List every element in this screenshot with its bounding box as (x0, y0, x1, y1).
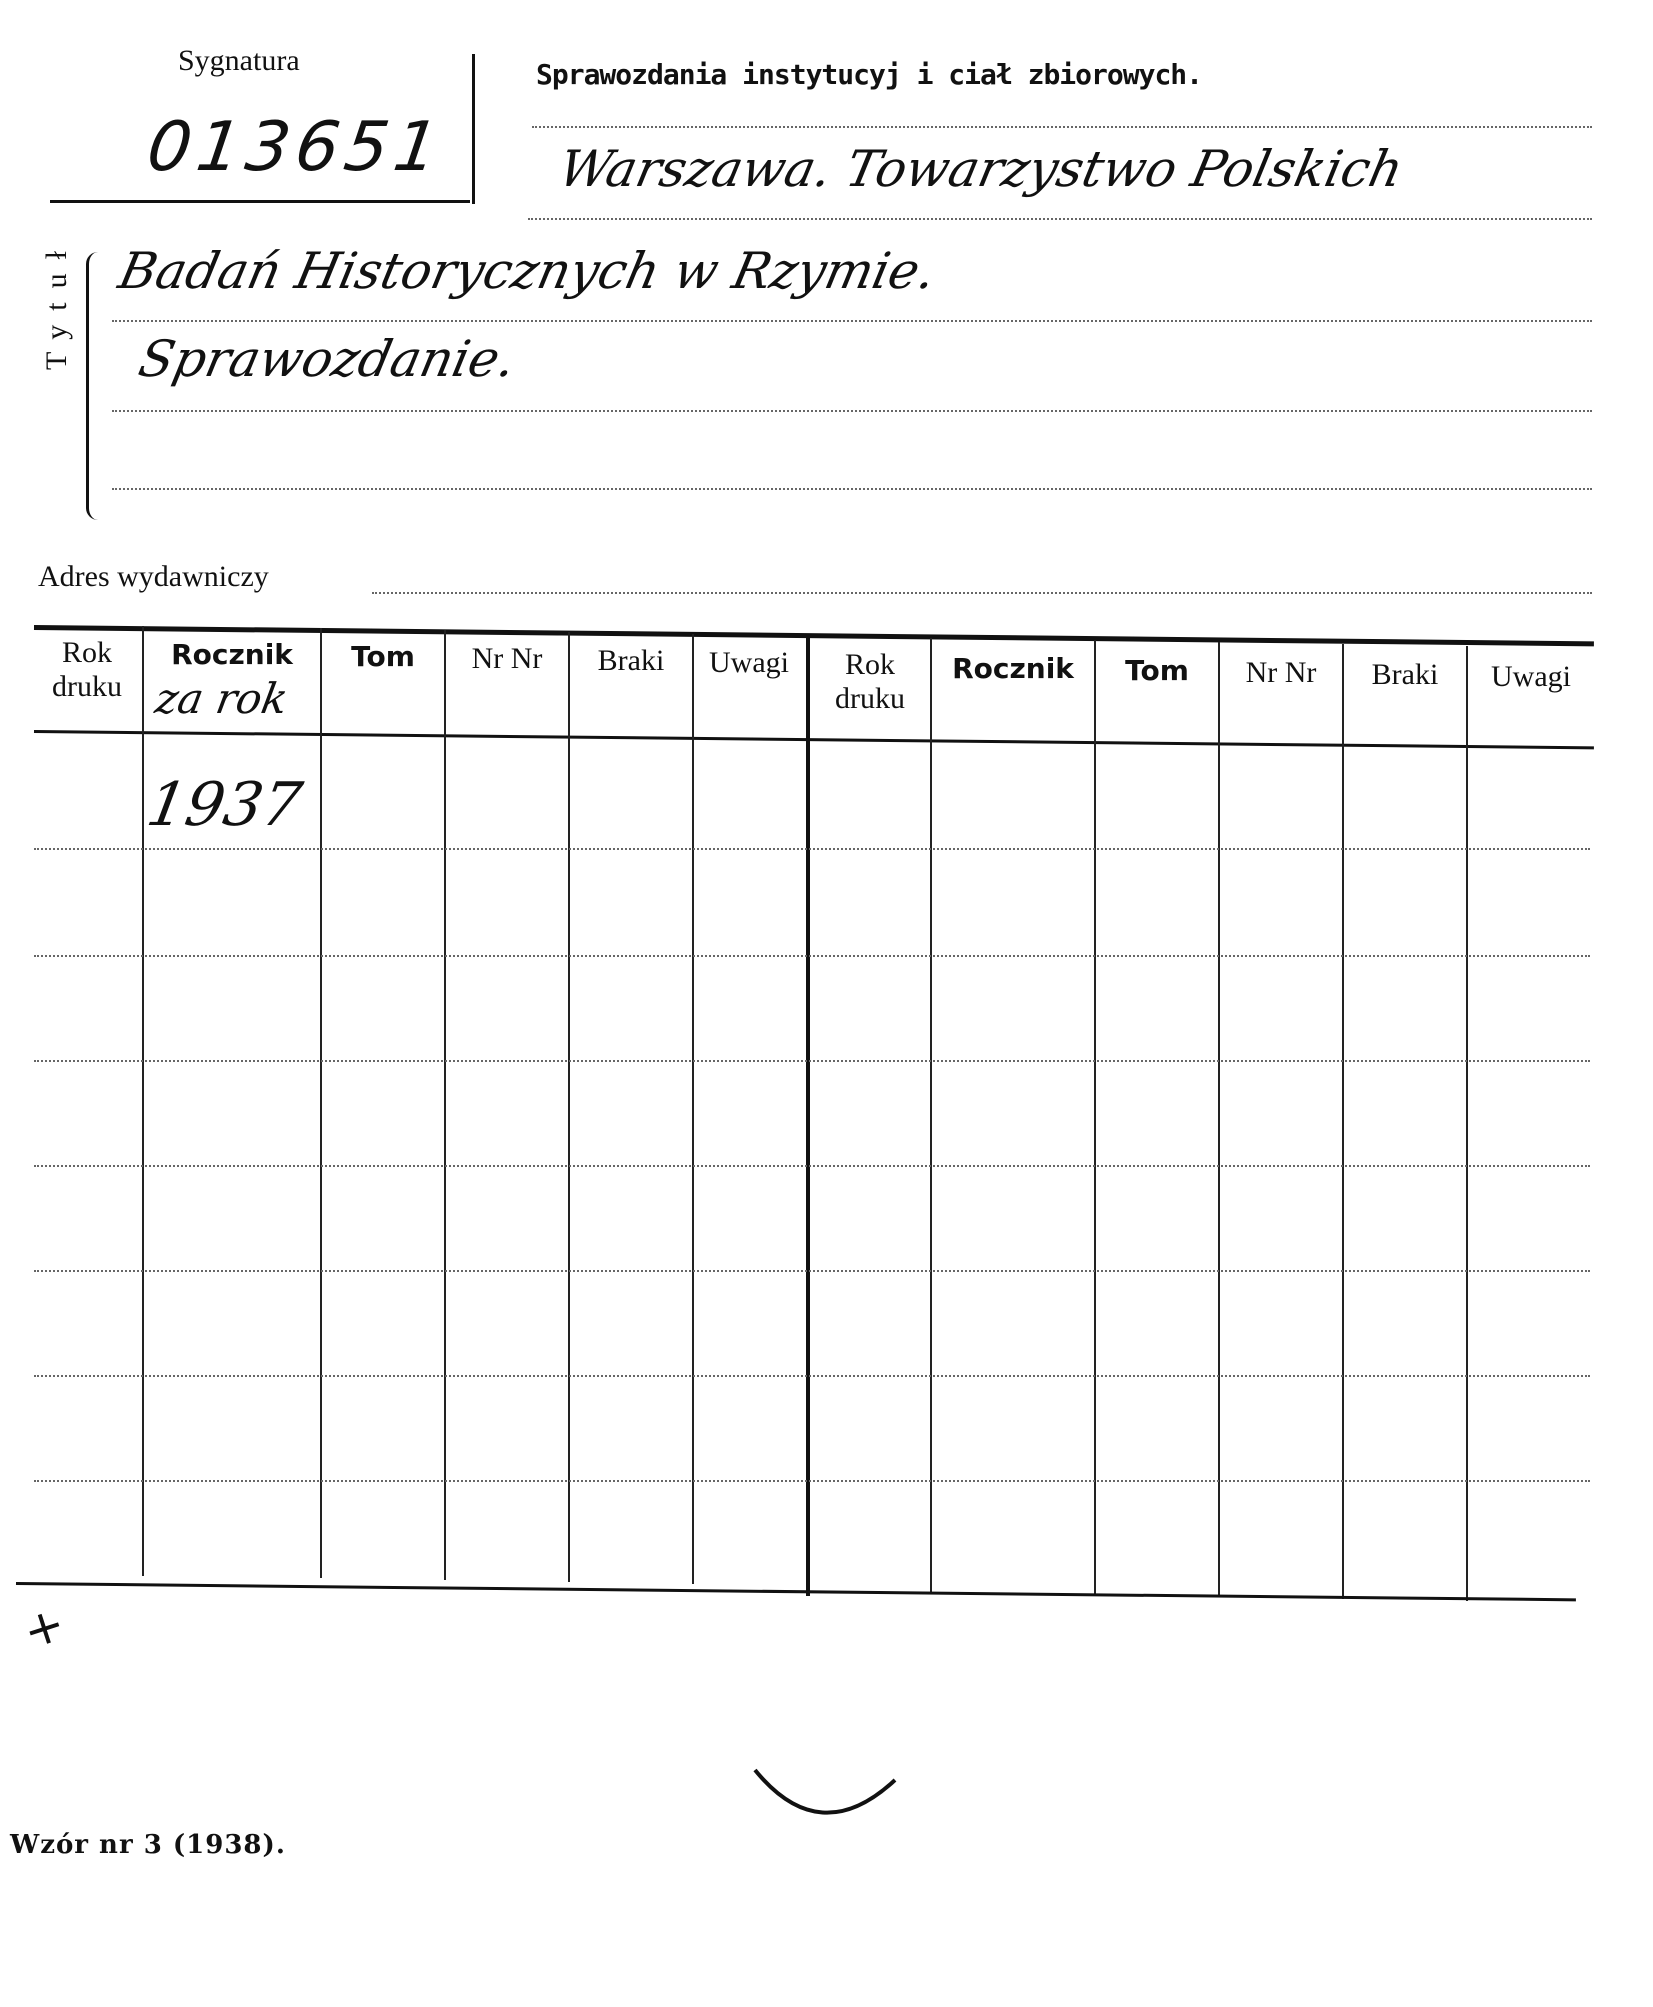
column-divider (1094, 640, 1096, 1595)
row-dotted-line (34, 1165, 1590, 1167)
column-divider (692, 634, 694, 1584)
header-uwagi-left: Uwagi (709, 646, 789, 679)
row-dotted-line (34, 1270, 1590, 1272)
year-entry: 1937 (141, 770, 307, 840)
header-rocznik-left: Rocznik (171, 638, 293, 671)
handwritten-publisher-line: Warszawa. Towarzystwo Polskich (553, 140, 1409, 198)
header-rok-druku-right: Rok druku (835, 648, 905, 715)
column-divider (1218, 642, 1220, 1597)
column-divider (1342, 644, 1344, 1599)
dotted-line (532, 126, 1592, 128)
header-rocznik-right: Rocznik (952, 652, 1074, 685)
dotted-line (372, 592, 1592, 594)
address-label: Adres wydawniczy (38, 560, 269, 593)
handwritten-title-line-1: Badań Historycznych w Rzymie. (113, 242, 941, 300)
handwritten-title-line-2: Sprawozdanie. (133, 330, 521, 388)
signature-divider (472, 54, 475, 204)
dotted-line (112, 410, 1592, 412)
row-dotted-line (34, 955, 1590, 957)
table-header-border (34, 730, 1594, 749)
column-divider (930, 638, 932, 1593)
category-stamp: Sprawozdania instytucyj i ciał zbiorowych. (536, 58, 1203, 91)
header-nrnr-right: Nr Nr (1245, 656, 1317, 689)
header-uwagi-right: Uwagi (1491, 660, 1571, 693)
handwritten-mark: + (16, 1595, 72, 1661)
form-number: Wzór nr 3 (1938). (10, 1830, 286, 1860)
title-label: Tytuł (40, 237, 73, 370)
signature-underline (50, 200, 470, 203)
dotted-line (112, 488, 1592, 490)
rocznik-note: za rok (151, 674, 292, 723)
header-rok-druku-left: Rok druku (52, 636, 122, 703)
column-divider (320, 628, 322, 1578)
row-dotted-line (34, 1480, 1590, 1482)
table-center-divider (806, 636, 810, 1596)
signature-label: Sygnatura (178, 44, 300, 77)
header-tom-right: Tom (1125, 654, 1189, 687)
column-divider (568, 632, 570, 1582)
column-divider (1466, 646, 1468, 1601)
header-braki-right: Braki (1371, 658, 1439, 691)
column-divider (444, 630, 446, 1580)
column-divider (142, 626, 144, 1576)
header-tom-left: Tom (351, 640, 415, 673)
punch-hole-curve (750, 1760, 900, 1840)
signature-value: 013651 (142, 108, 450, 187)
header-nrnr-left: Nr Nr (471, 642, 543, 675)
row-dotted-line (34, 848, 1590, 850)
row-dotted-line (34, 1060, 1590, 1062)
dotted-line (528, 218, 1592, 220)
row-dotted-line (34, 1375, 1590, 1377)
title-brace (86, 252, 107, 520)
dotted-line (112, 320, 1592, 322)
header-braki-left: Braki (597, 644, 665, 677)
